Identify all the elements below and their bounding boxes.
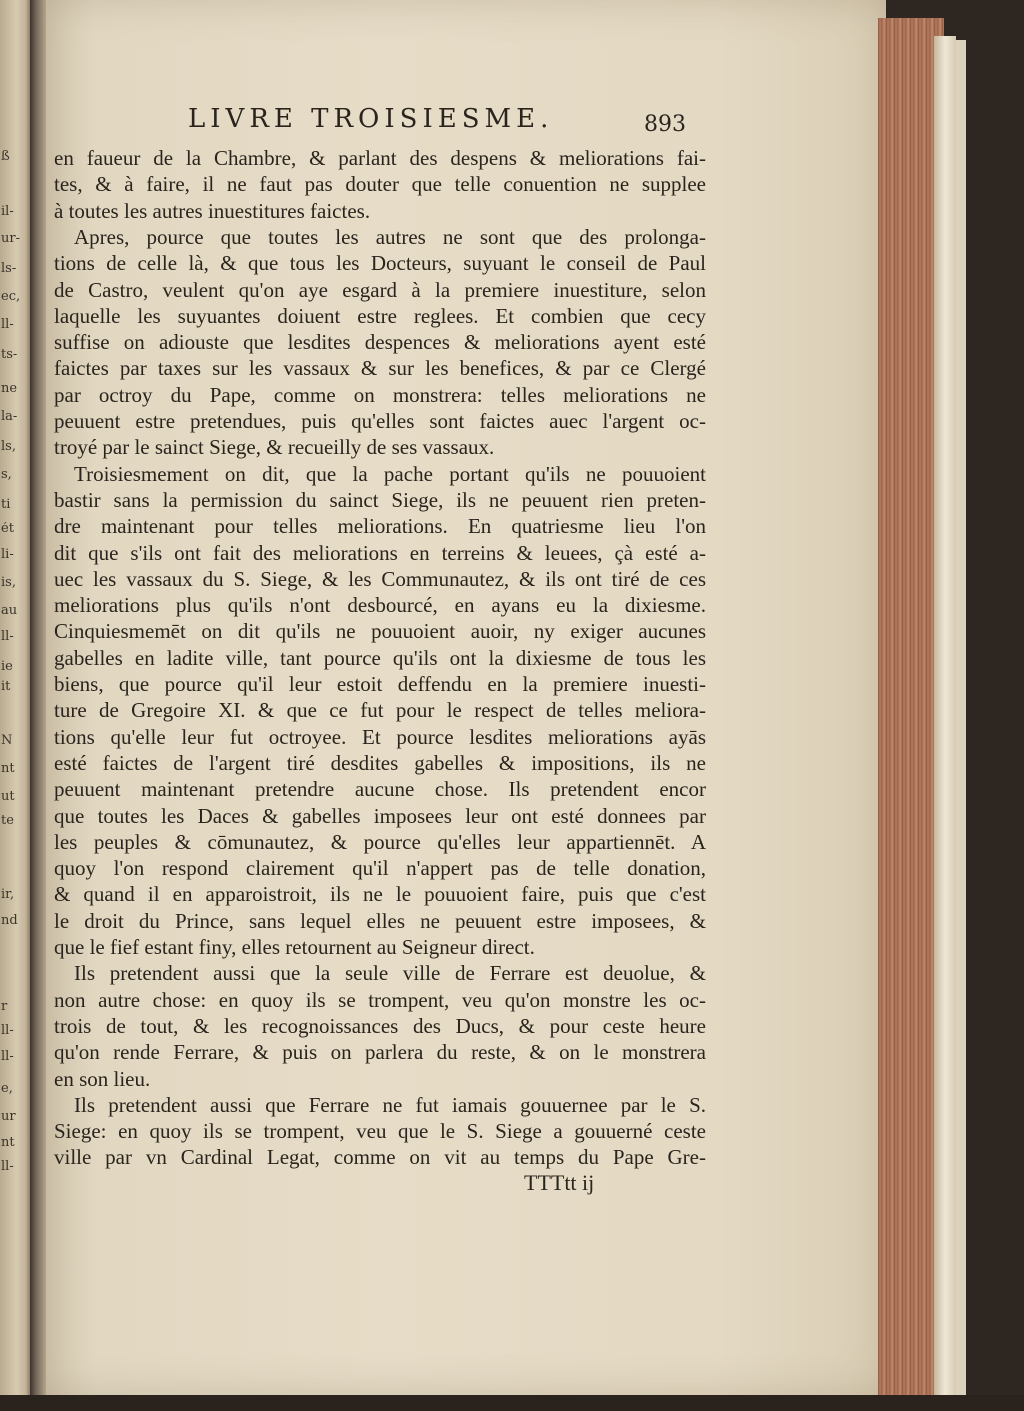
facing-page-fragment: il- (1, 205, 14, 219)
text-line: laquelle les suyuantes doiuent estre reglees. Et combien que cecy (54, 303, 706, 328)
text-line: peuuent maintenant pretendre aucune chose. Ils pretendent encor (54, 777, 706, 802)
facing-page-fragment: ll- (1, 318, 14, 332)
text-line: les peuples & cōmunautez, & pource qu'elles leur appartiennēt. A (54, 829, 706, 854)
text-line: uec les vassaux du S. Siege, & les Communautez, & ils ont tiré de ces (54, 566, 706, 591)
bottom-edge (0, 1395, 1024, 1411)
text-line: quoy l'on respond clairement qu'il n'appert pas de telle donation, (54, 856, 706, 881)
text-line: esté faictes de l'argent tiré desdites gabelles & impositions, ils ne (54, 750, 706, 775)
facing-page-fragment: la- (1, 410, 18, 424)
facing-page-fragment: it (1, 680, 11, 694)
text-line: le droit du Prince, sans lequel elles ne peuuent estre imposees, & (54, 908, 706, 933)
text-line: non autre chose: en quoy ils se trompent, veu qu'on monstre les oc- (54, 987, 706, 1012)
text-line: faictes par taxes sur les vassaux & sur les benefices, & par ce Clergé (54, 356, 706, 381)
facing-page-edge (0, 0, 30, 1395)
text-line: Troisiesmement on dit, que la pache portant qu'ils ne pouuoient (74, 461, 706, 486)
text-line: que toutes les Daces & gabelles imposees leur ont esté donnees par (54, 803, 706, 828)
facing-page-fragment: ne (1, 382, 18, 396)
text-line: de Castro, veulent qu'on aye esgard à la premiere inuestiture, selon (54, 277, 706, 302)
facing-page-fragment: ur- (1, 232, 20, 246)
text-line: suffise on adiouste que lesdites despences & meliorations ayent esté (54, 330, 706, 355)
text-line: Ils pretendent aussi que Ferrare ne fut iamais gouuernee par le S. (74, 1092, 706, 1117)
facing-page-fragment: ts- (1, 348, 18, 362)
text-line: qu'on rende Ferrare, & puis on parlera du reste, & on le monstrera (54, 1040, 706, 1065)
text-line: ville par vn Cardinal Legat, comme on vit au temps du Pape Gre- (54, 1145, 706, 1170)
facing-page-fragment: ß (1, 150, 10, 164)
facing-page-fragment: is, (1, 576, 16, 590)
facing-page-fragment: ti (1, 498, 11, 512)
facing-page-fragment: ie (1, 660, 13, 674)
text-line: tions de celle là, & que tous les Docteurs, suyuant le conseil de Paul (54, 251, 706, 276)
running-head: LIVRE TROISIESME. (188, 104, 554, 134)
facing-page-fragment: ll- (1, 1050, 14, 1064)
text-line: Cinquiesmemēt on dit qu'ils ne pouuoient auoir, ny exiger aucunes (54, 619, 706, 644)
text-line: biens, que pource qu'il leur estoit deffendu en la premiere inuesti- (54, 672, 706, 696)
facing-page-fragment: e, (1, 1082, 13, 1096)
text-line: bastir sans la permission du sainct Siege, ils ne peuuent rien preten- (54, 487, 706, 512)
facing-page-fragment: nd (1, 914, 18, 928)
text-line: & quand il en apparoistroit, ils ne le pouuoient faire, puis que c'est (54, 882, 706, 907)
facing-page-fragment: ur (1, 1110, 16, 1124)
facing-page-fragment: au (1, 604, 18, 618)
facing-page-fragment: r (1, 1000, 8, 1014)
text-line: en son lieu. (54, 1066, 151, 1091)
facing-page-fragment: ls- (1, 262, 17, 276)
text-line: meliorations plus qu'ils n'ont desbourcé, en ayans eu la dixiesme. (54, 593, 706, 618)
text-line: Ils pretendent aussi que la seule ville de Ferrare est deuolue, & (74, 961, 706, 986)
facing-page-fragment: nt (1, 762, 15, 776)
facing-page-fragment: ét (1, 522, 14, 536)
facing-page-fragment: ir, (1, 888, 15, 902)
facing-page-fragment: ls, (1, 440, 16, 454)
text-line: dre maintenant pour telles meliorations. En quatriesme lieu l'on (54, 514, 706, 539)
facing-page-fragment: ll- (1, 630, 14, 644)
text-line: Siege: en quoy ils se trompent, veu que le S. Siege a gouuerné ceste (54, 1119, 706, 1144)
text-line: en faueur de la Chambre, & parlant des despens & meliorations fai- (54, 146, 706, 170)
facing-page-fragment: ll- (1, 1160, 14, 1174)
facing-page-fragment: N (1, 734, 13, 748)
text-line: à toutes les autres inuestitures faictes. (54, 198, 371, 223)
text-line: Apres, pource que toutes les autres ne sont que des prolonga- (74, 224, 706, 249)
text-line: gabelles en ladite ville, tant pource qu'ils ont la dixiesme de tous les (54, 645, 706, 670)
text-line: troyé par le sainct Siege, & recueilly de ses vassaux. (54, 435, 495, 460)
text-line: peuuent estre pretendues, puis qu'elles sont faictes auec l'argent oc- (54, 409, 706, 433)
page-edge-shadow (956, 40, 966, 1395)
text-line: que le fief estant finy, elles retournent au Seigneur direct. (54, 935, 535, 959)
facing-page-fragment: li- (1, 548, 14, 562)
text-line: ture de Gregoire XI. & que ce fut pour le respect de telles meliora- (54, 698, 706, 723)
page-edge (934, 36, 956, 1395)
facing-page-fragment: te (1, 814, 14, 828)
text-line: trois de tout, & les recognoissances des Ducs, & pour ceste heure (54, 1013, 706, 1038)
gutter-shadow (30, 0, 46, 1395)
facing-page-fragment: nt (1, 1136, 15, 1150)
facing-page-fragment: ut (1, 790, 15, 804)
facing-page-fragment: ec, (1, 290, 21, 304)
signature-mark: TTTtt ij (524, 1170, 595, 1195)
text-line: tions qu'elle leur fut octroyee. Et pource lesdites meliorations ayās (54, 724, 706, 749)
page-number: 893 (644, 112, 686, 137)
text-line: dit que s'ils ont fait des meliorations en terreins & leuees, çà esté a- (54, 540, 706, 565)
text-line: par octroy du Pape, comme on monstrera: telles meliorations ne (54, 382, 706, 407)
facing-page-fragment: ll- (1, 1024, 14, 1038)
facing-page-fragment: s, (1, 468, 12, 482)
text-line: tes, & à faire, il ne faut pas douter que telle conuention ne supplee (54, 172, 706, 197)
